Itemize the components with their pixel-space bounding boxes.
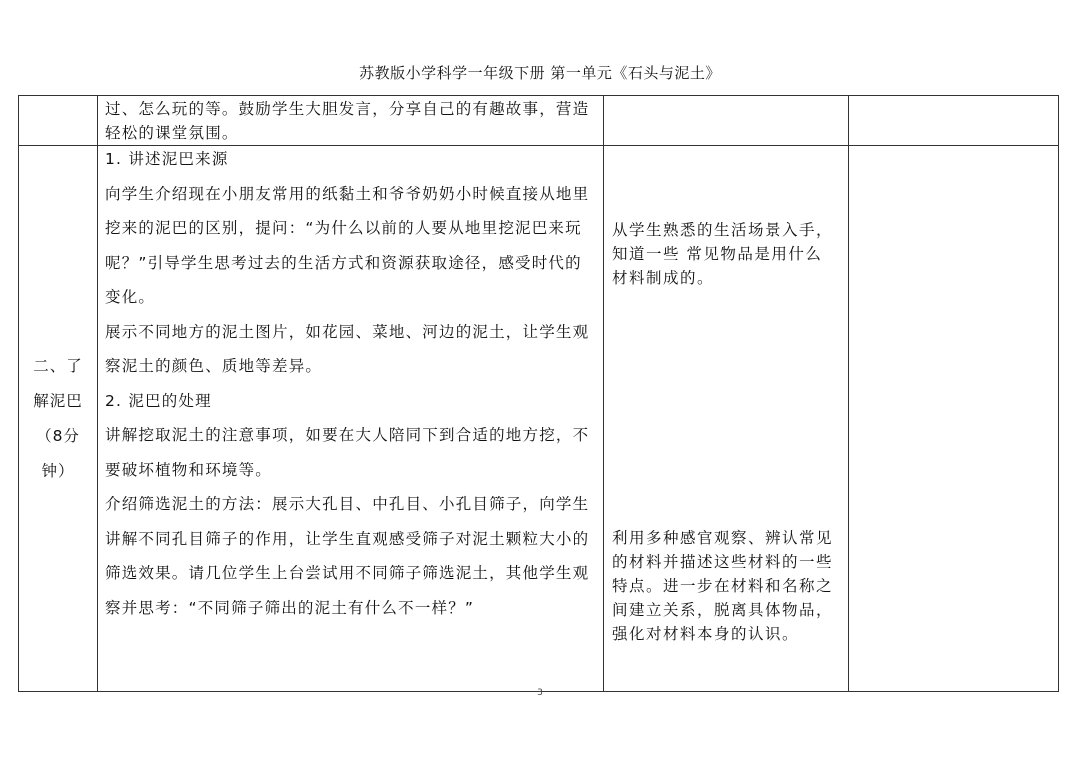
intent-notes (604, 146, 848, 691)
intent-cell (604, 146, 849, 692)
table-row (19, 96, 1059, 146)
activity-body (98, 142, 603, 625)
design-intent-note: 从学生熟悉的生活场景入手，知道一些 常见物品是用什么材料制成的。 (612, 221, 834, 287)
stage-line: 二、了 (33, 356, 83, 375)
section-heading: 1. 讲述泥巴来源 (105, 150, 229, 168)
lesson-table (18, 95, 1059, 692)
stage-line: （8分 (36, 426, 80, 445)
stage-cell (19, 96, 98, 146)
activity-text: 过、怎么玩的等。鼓励学生大胆发言，分享自己的有趣故事，营造轻松的课堂氛围。 (105, 100, 590, 142)
stage-label (19, 146, 97, 691)
stage-line: 解泥巴 (33, 391, 83, 410)
remark-cell (849, 146, 1059, 692)
activity-paragraph: 介绍筛选泥土的方法：展示大孔目、中孔目、小孔目筛子，向学生讲解不同孔目筛子的作用，让学生直观感受筛子对泥土颗粒大小的筛选效果。请几位学生上台尝试用不同筛子筛选泥土，其他学生观察并思考：“不同筛子筛出的泥土有什么不一样？” (105, 495, 590, 617)
design-intent-note: 利用多种感官观察、辨认常见的材料并描述这些材料的一些特点。进一步在材料和名称之间建立关系，脱离具体物品，强化对材料本身的认识。 (612, 529, 834, 643)
table-row (19, 146, 1059, 692)
activity-cell (98, 146, 604, 692)
stage-cell (19, 146, 98, 692)
activity-paragraph: 向学生介绍现在小朋友常用的纸黏土和爷爷奶奶小时候直接从地里挖来的泥巴的区别，提问：“为什么以前的人要从地里挖泥巴来玩呢？”引导学生思考过去的生活方式和资源获取途径，感受时代的变化。 (105, 184, 590, 306)
page-number: 3 (537, 688, 543, 698)
stage-line: 钟） (41, 461, 75, 480)
document-header: 苏教版小学科学一年级下册 第一单元《石头与泥土》 (359, 64, 721, 82)
activity-paragraph: 展示不同地方的泥土图片，如花园、菜地、河边的泥土，让学生观察泥土的颜色、质地等差异。 (105, 322, 590, 375)
intent-cell (604, 96, 849, 146)
section-heading: 2. 泥巴的处理 (105, 391, 212, 410)
remark-cell (849, 96, 1059, 146)
activity-paragraph: 讲解挖取泥土的注意事项，如要在大人陪同下到合适的地方挖，不要破坏植物和环境等。 (105, 426, 590, 479)
activity-cell (98, 96, 604, 146)
